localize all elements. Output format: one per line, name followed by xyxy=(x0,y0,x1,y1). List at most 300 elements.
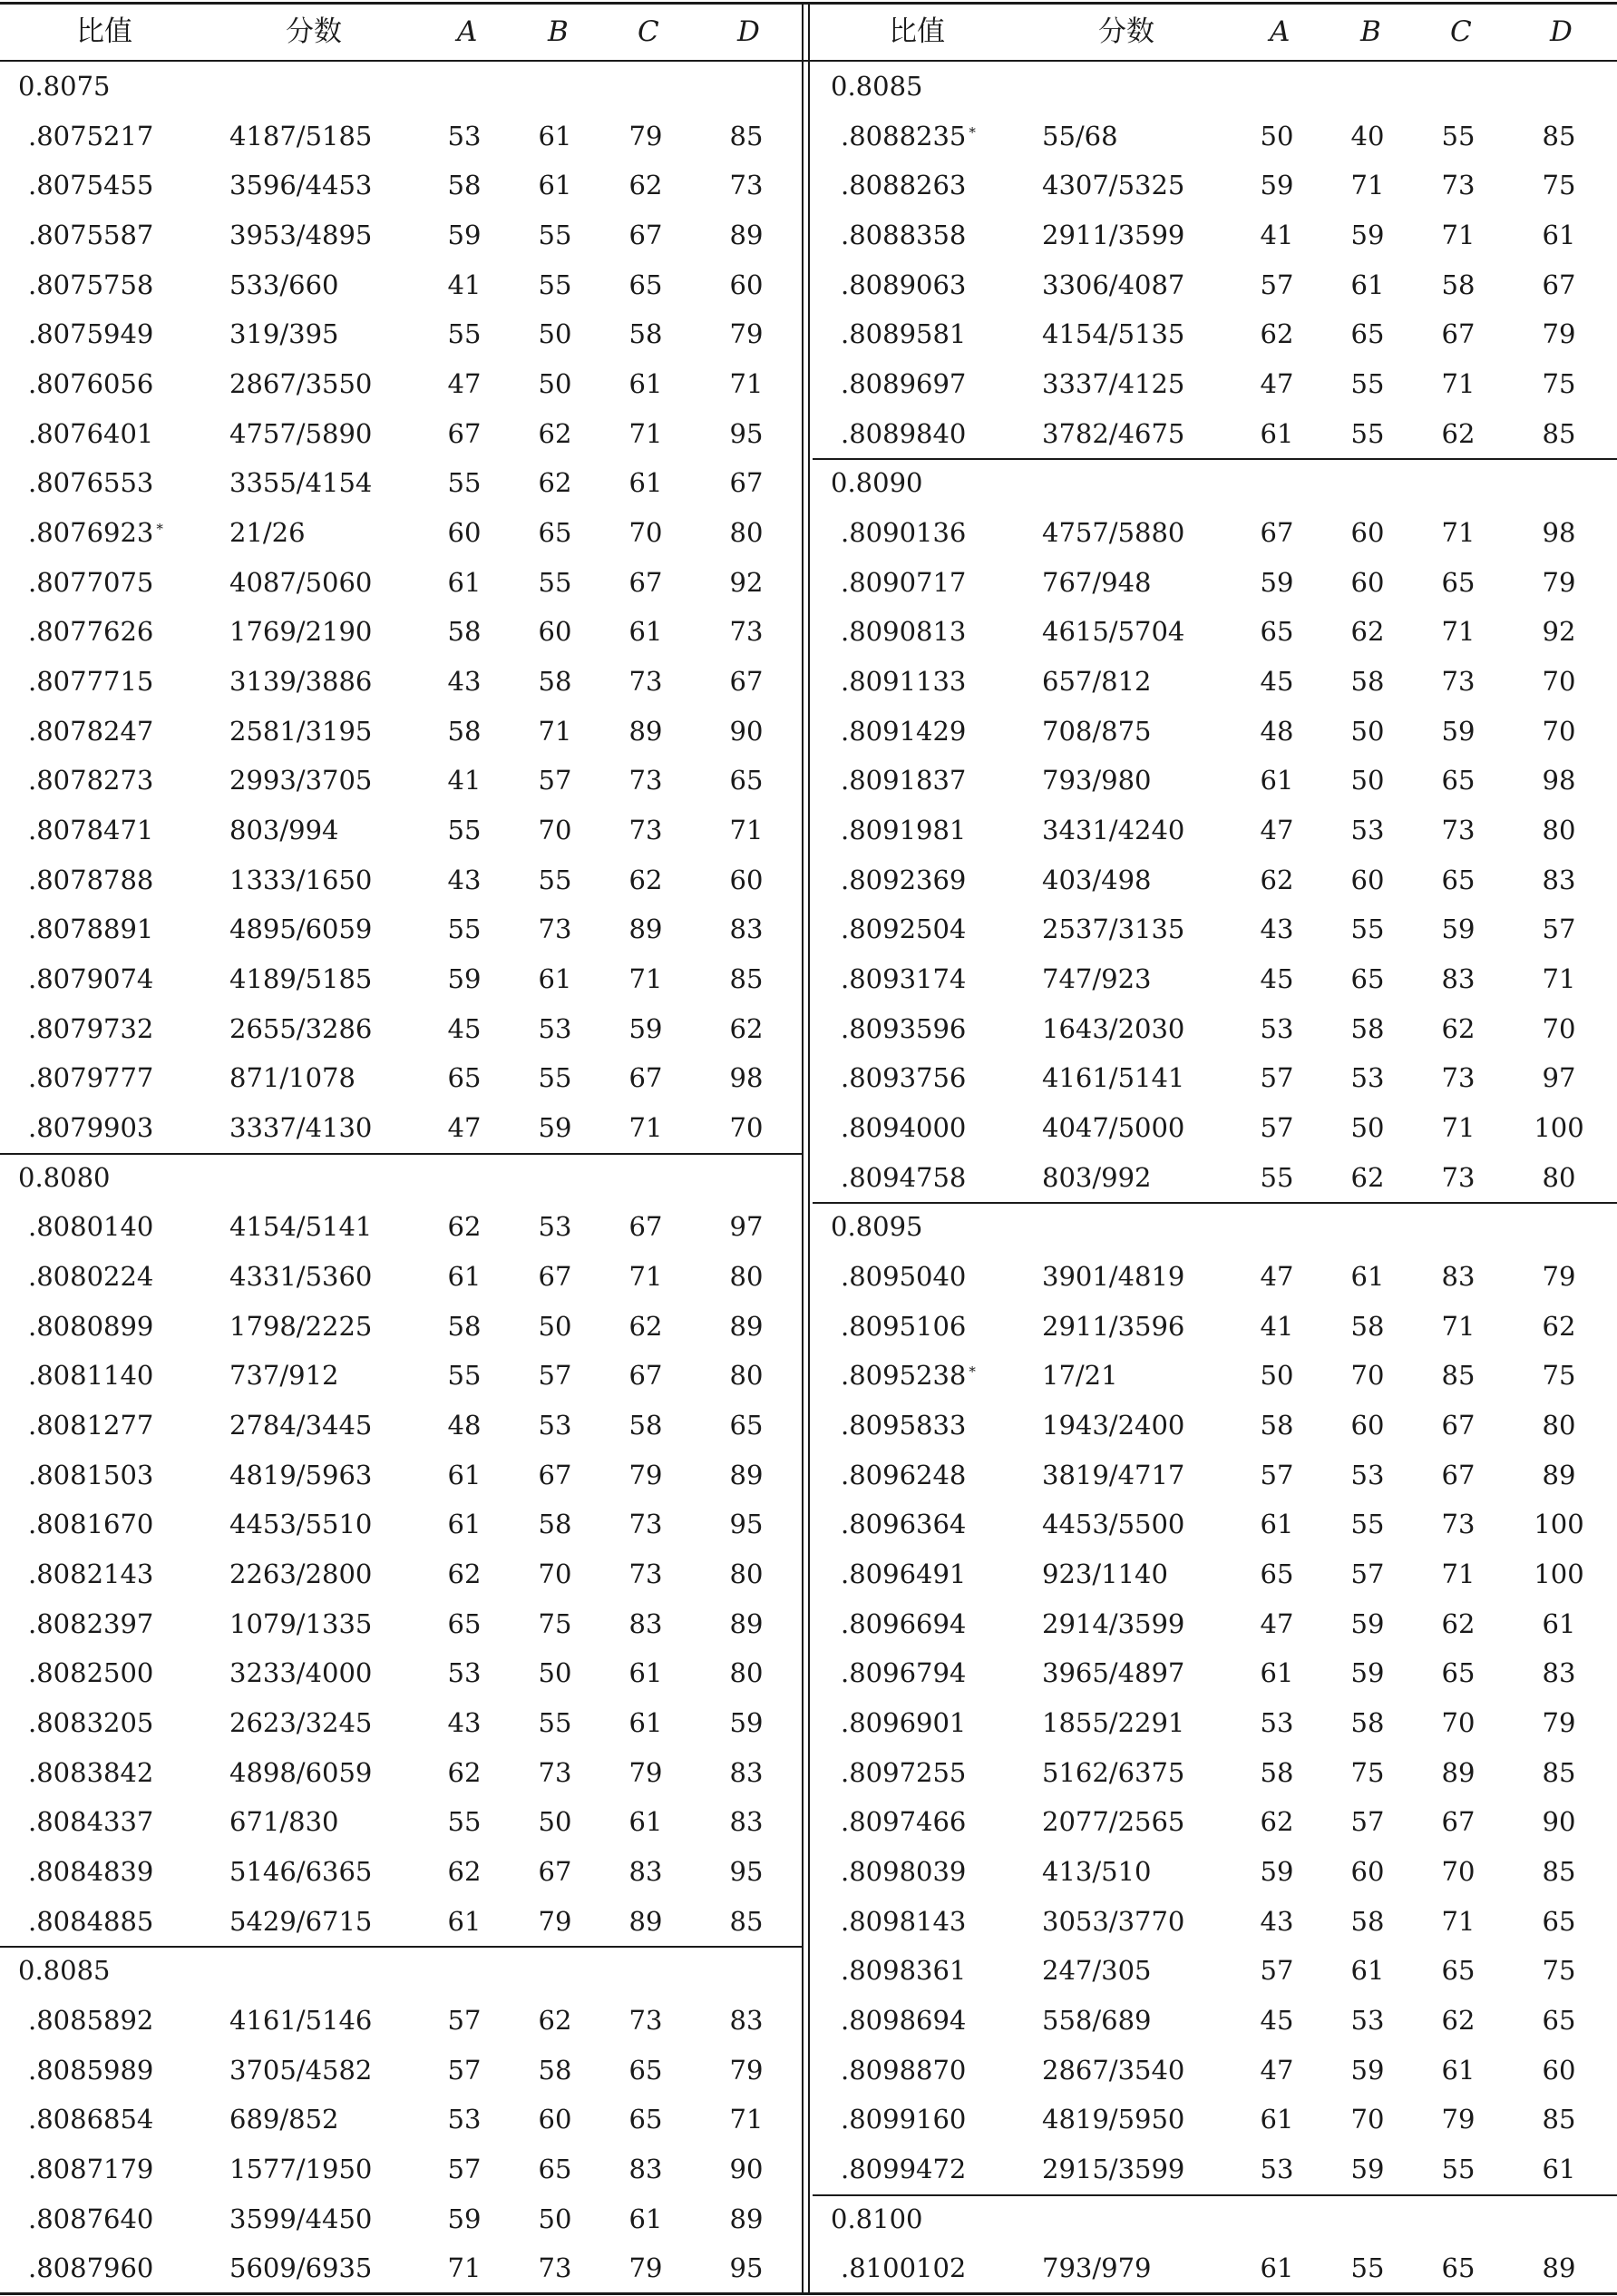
a-cell: 60 xyxy=(447,517,482,549)
d-cell: 79 xyxy=(729,318,764,350)
b-cell: 65 xyxy=(1350,318,1385,350)
d-cell: 80 xyxy=(729,1261,764,1293)
fraction-cell: 4757/5890 xyxy=(229,417,373,449)
d-cell: 97 xyxy=(1542,1062,1576,1094)
group-label: 0.8085 xyxy=(18,1955,111,1987)
ratio-cell: .8078471 xyxy=(28,815,154,846)
ratio-cell: .8090813 xyxy=(841,616,967,648)
table-row xyxy=(0,1648,800,1698)
b-cell: 53 xyxy=(538,1012,572,1044)
ratio-cell: .8095833 xyxy=(841,1410,967,1441)
fraction-cell: 2581/3195 xyxy=(229,715,373,747)
c-cell: 67 xyxy=(1441,1410,1476,1441)
center-rule-right xyxy=(808,2,810,2295)
ratio-cell: .8081277 xyxy=(28,1410,154,1441)
a-cell: 50 xyxy=(1260,120,1294,151)
a-cell: 61 xyxy=(447,1905,482,1937)
table-row xyxy=(813,1103,1617,1153)
ratio-cell: .8084885 xyxy=(28,1905,154,1937)
a-cell: 62 xyxy=(1260,318,1294,350)
fraction-cell: 3705/4582 xyxy=(229,2054,373,2086)
table-row xyxy=(813,1847,1617,1897)
a-cell: 47 xyxy=(447,1112,482,1144)
a-cell: 61 xyxy=(1260,2252,1294,2284)
ratio-cell: .8089697 xyxy=(841,368,967,400)
ratio-cell: .8078891 xyxy=(28,914,154,945)
b-cell: 58 xyxy=(1350,666,1385,698)
ratio-cell: .8091981 xyxy=(841,815,967,846)
d-cell: 89 xyxy=(1542,1459,1576,1490)
fraction-cell: 3819/4717 xyxy=(1042,1459,1185,1490)
c-cell: 61 xyxy=(628,1657,663,1689)
b-cell: 59 xyxy=(538,1112,572,1144)
table-row xyxy=(0,1748,800,1798)
b-cell: 58 xyxy=(1350,1707,1385,1739)
a-cell: 61 xyxy=(447,566,482,598)
d-cell: 62 xyxy=(1542,1310,1576,1342)
a-cell: 55 xyxy=(447,914,482,945)
a-cell: 41 xyxy=(1260,1310,1294,1342)
a-cell: 47 xyxy=(1260,1607,1294,1639)
ratio-cell: .8076553 xyxy=(28,467,154,499)
d-cell: 85 xyxy=(1542,1756,1576,1788)
b-cell: 62 xyxy=(538,467,572,499)
fraction-cell: 803/994 xyxy=(229,815,339,846)
table-row xyxy=(813,1748,1617,1798)
d-cell: 71 xyxy=(1542,963,1576,995)
fraction-cell: 3355/4154 xyxy=(229,467,373,499)
fraction-cell: 923/1140 xyxy=(1042,1558,1168,1590)
c-cell: 83 xyxy=(1441,1261,1476,1293)
d-cell: 85 xyxy=(729,963,764,995)
fraction-cell: 2914/3599 xyxy=(1042,1607,1185,1639)
fraction-cell: 3431/4240 xyxy=(1042,815,1185,846)
b-cell: 67 xyxy=(538,1261,572,1293)
b-cell: 58 xyxy=(1350,1905,1385,1937)
d-cell: 89 xyxy=(729,1459,764,1490)
a-cell: 61 xyxy=(447,1509,482,1540)
c-cell: 71 xyxy=(628,417,663,449)
c-cell: 73 xyxy=(628,765,663,796)
table-row xyxy=(813,954,1617,1004)
a-cell: 55 xyxy=(447,318,482,350)
fraction-cell: 3306/4087 xyxy=(1042,269,1185,300)
c-cell: 73 xyxy=(1441,1062,1476,1094)
ratio-cell: .8093174 xyxy=(841,963,967,995)
table-row xyxy=(0,1004,800,1054)
d-cell: 83 xyxy=(729,1756,764,1788)
table-row xyxy=(0,756,800,806)
ratio-cell: .8075758 xyxy=(28,269,154,300)
c-cell: 71 xyxy=(1441,517,1476,549)
c-cell: 59 xyxy=(628,1012,663,1044)
c-cell: 65 xyxy=(628,2054,663,2086)
table-row xyxy=(0,1897,800,1947)
table-row xyxy=(0,1847,800,1897)
header-a: A xyxy=(457,15,478,48)
ratio-cell: .8092369 xyxy=(841,864,967,895)
b-cell: 50 xyxy=(538,1657,572,1689)
fraction-cell: 1333/1650 xyxy=(229,864,373,895)
d-cell: 71 xyxy=(729,2104,764,2135)
d-cell: 65 xyxy=(729,765,764,796)
a-cell: 43 xyxy=(1260,1905,1294,1937)
fraction-cell: 5162/6375 xyxy=(1042,1756,1185,1788)
ratio-cell: .8075587 xyxy=(28,220,154,250)
table-row xyxy=(813,1004,1617,1054)
d-cell: 85 xyxy=(1542,2104,1576,2135)
d-cell: 89 xyxy=(729,1607,764,1639)
d-cell: 60 xyxy=(729,269,764,300)
d-cell: 71 xyxy=(729,368,764,400)
fraction-cell: 793/980 xyxy=(1042,765,1152,796)
d-cell: 79 xyxy=(1542,318,1576,350)
ratio-cell: .8098039 xyxy=(841,1856,967,1888)
c-cell: 67 xyxy=(628,566,663,598)
a-cell: 50 xyxy=(1260,1360,1294,1392)
b-cell: 55 xyxy=(538,1062,572,1094)
c-cell: 58 xyxy=(1441,269,1476,300)
d-cell: 100 xyxy=(1534,1558,1584,1590)
b-cell: 55 xyxy=(1350,368,1385,400)
fraction-cell: 3337/4125 xyxy=(1042,368,1185,400)
fraction-cell: 1079/1335 xyxy=(229,1607,373,1639)
ratio-cell: .8089840 xyxy=(841,417,967,449)
a-cell: 58 xyxy=(447,715,482,747)
ratio-cell: .8078247 xyxy=(28,715,154,747)
ratio-cell: .8077715 xyxy=(28,666,154,698)
ratio-cell: .8093596 xyxy=(841,1012,967,1044)
c-cell: 62 xyxy=(1441,1012,1476,1044)
a-cell: 61 xyxy=(1260,2104,1294,2135)
d-cell: 98 xyxy=(1542,765,1576,796)
header-d: D xyxy=(1550,15,1573,48)
fraction-cell: 4087/5060 xyxy=(229,566,373,598)
c-cell: 62 xyxy=(1441,1607,1476,1639)
fraction-cell: 4161/5146 xyxy=(229,2005,373,2037)
c-cell: 67 xyxy=(628,1062,663,1094)
table-row xyxy=(813,2145,1617,2194)
asterisk-mark: * xyxy=(156,521,163,538)
c-cell: 65 xyxy=(1441,864,1476,895)
table-row xyxy=(0,1549,800,1599)
d-cell: 89 xyxy=(729,1310,764,1342)
d-cell: 67 xyxy=(729,467,764,499)
b-cell: 70 xyxy=(538,815,572,846)
table-row xyxy=(813,1053,1617,1103)
ratio-cell: .8085892 xyxy=(28,2005,154,2037)
d-cell: 90 xyxy=(729,2154,764,2185)
fraction-cell: 2911/3599 xyxy=(1042,220,1185,250)
a-cell: 61 xyxy=(1260,1509,1294,1540)
fraction-cell: 2911/3596 xyxy=(1042,1310,1185,1342)
fraction-cell: 413/510 xyxy=(1042,1856,1152,1888)
ratio-cell: .8091429 xyxy=(841,715,967,747)
d-cell: 100 xyxy=(1534,1112,1584,1144)
c-cell: 79 xyxy=(628,2252,663,2284)
d-cell: 80 xyxy=(729,517,764,549)
c-cell: 62 xyxy=(1441,2005,1476,2037)
ratio-cell: .8087960 xyxy=(28,2252,154,2284)
a-cell: 58 xyxy=(1260,1410,1294,1441)
ratio-cell: .8075455 xyxy=(28,170,154,201)
table-row xyxy=(0,657,800,707)
table-row xyxy=(813,1549,1617,1599)
b-cell: 58 xyxy=(1350,1310,1385,1342)
d-cell: 80 xyxy=(1542,1161,1576,1193)
table-row xyxy=(813,2046,1617,2096)
ratio-cell: .8079732 xyxy=(28,1012,154,1044)
table-row xyxy=(0,1351,800,1401)
b-cell: 59 xyxy=(1350,2054,1385,2086)
d-cell: 89 xyxy=(1542,2252,1576,2284)
header-ratio: 比值 xyxy=(889,15,945,48)
d-cell: 83 xyxy=(1542,1657,1576,1689)
fraction-cell: 17/21 xyxy=(1042,1360,1118,1392)
c-cell: 71 xyxy=(628,963,663,995)
ratio-cell: .8078788 xyxy=(28,864,154,895)
table-row xyxy=(813,707,1617,757)
d-cell: 90 xyxy=(729,715,764,747)
ratio-cell: .8076056 xyxy=(28,368,154,400)
d-cell: 80 xyxy=(729,1657,764,1689)
d-cell: 97 xyxy=(729,1211,764,1243)
ratio-cell: .8094000 xyxy=(841,1112,967,1144)
b-cell: 53 xyxy=(538,1211,572,1243)
ratio-cell: .8083205 xyxy=(28,1707,154,1739)
fraction-cell: 671/830 xyxy=(229,1806,339,1838)
b-cell: 60 xyxy=(1350,864,1385,895)
b-cell: 50 xyxy=(1350,715,1385,747)
b-cell: 70 xyxy=(1350,2104,1385,2135)
b-cell: 62 xyxy=(538,2005,572,2037)
c-cell: 65 xyxy=(628,269,663,300)
ratio-cell: .8079074 xyxy=(28,963,154,995)
ratio-cell: .8098361 xyxy=(841,1955,967,1987)
d-cell: 71 xyxy=(729,815,764,846)
ratio-cell: .8087179 xyxy=(28,2154,154,2185)
header-fraction: 分数 xyxy=(286,15,342,48)
a-cell: 57 xyxy=(1260,269,1294,300)
d-cell: 79 xyxy=(1542,1707,1576,1739)
a-cell: 57 xyxy=(1260,1062,1294,1094)
ratio-cell: .8096364 xyxy=(841,1509,967,1540)
ratio-cell: .8079777 xyxy=(28,1062,154,1094)
b-cell: 55 xyxy=(538,269,572,300)
d-cell: 65 xyxy=(1542,1905,1576,1937)
a-cell: 62 xyxy=(1260,864,1294,895)
table-row xyxy=(0,409,800,459)
d-cell: 65 xyxy=(1542,2005,1576,2037)
d-cell: 79 xyxy=(1542,1261,1576,1293)
header-a: A xyxy=(1270,15,1291,48)
fraction-cell: 3053/3770 xyxy=(1042,1905,1185,1937)
table-row xyxy=(813,1648,1617,1698)
a-cell: 47 xyxy=(1260,2054,1294,2086)
group-header-row xyxy=(0,62,800,112)
b-cell: 73 xyxy=(538,914,572,945)
fraction-cell: 3599/4450 xyxy=(229,2203,373,2234)
fraction-cell: 403/498 xyxy=(1042,864,1152,895)
d-cell: 67 xyxy=(729,666,764,698)
ratio-cell: .8085989 xyxy=(28,2054,154,2086)
table-row xyxy=(813,1351,1617,1401)
d-cell: 85 xyxy=(1542,120,1576,151)
a-cell: 71 xyxy=(447,2252,482,2284)
table-row xyxy=(0,806,800,855)
a-cell: 58 xyxy=(447,1310,482,1342)
c-cell: 89 xyxy=(1441,1756,1476,1788)
b-cell: 73 xyxy=(538,1756,572,1788)
fraction-cell: 793/979 xyxy=(1042,2252,1152,2284)
fraction-cell: 1577/1950 xyxy=(229,2154,373,2185)
table-row xyxy=(813,1698,1617,1748)
ratio-cell: .8079903 xyxy=(28,1112,154,1144)
c-cell: 65 xyxy=(1441,566,1476,598)
table-row xyxy=(0,2046,800,2096)
table-row xyxy=(0,558,800,608)
ratio-cell: .8092504 xyxy=(841,914,967,945)
a-cell: 55 xyxy=(447,467,482,499)
a-cell: 59 xyxy=(1260,1856,1294,1888)
a-cell: 59 xyxy=(447,220,482,250)
table-row xyxy=(813,359,1617,409)
c-cell: 71 xyxy=(1441,220,1476,250)
c-cell: 73 xyxy=(628,1509,663,1540)
a-cell: 45 xyxy=(447,1012,482,1044)
table-row xyxy=(813,657,1617,707)
ratio-cell: .8096248 xyxy=(841,1459,967,1490)
fraction-cell: 2263/2800 xyxy=(229,1558,373,1590)
header-b: B xyxy=(548,15,569,48)
a-cell: 58 xyxy=(1260,1756,1294,1788)
table-row xyxy=(813,2095,1617,2145)
table-row xyxy=(0,1698,800,1748)
table-row xyxy=(0,607,800,657)
d-cell: 79 xyxy=(1542,566,1576,598)
table-row xyxy=(0,904,800,954)
asterisk-mark: * xyxy=(969,123,976,141)
a-cell: 59 xyxy=(1260,566,1294,598)
header-b: B xyxy=(1360,15,1381,48)
fraction-cell: 4453/5500 xyxy=(1042,1509,1185,1540)
b-cell: 59 xyxy=(1350,220,1385,250)
b-cell: 61 xyxy=(1350,269,1385,300)
table-row xyxy=(0,260,800,310)
table-row xyxy=(0,210,800,260)
a-cell: 55 xyxy=(447,815,482,846)
ratio-cell: .8081503 xyxy=(28,1459,154,1490)
table-row xyxy=(813,1599,1617,1649)
b-cell: 67 xyxy=(538,1459,572,1490)
a-cell: 61 xyxy=(1260,765,1294,796)
a-cell: 62 xyxy=(447,1558,482,1590)
a-cell: 53 xyxy=(447,2104,482,2135)
c-cell: 73 xyxy=(1441,815,1476,846)
b-cell: 50 xyxy=(1350,765,1385,796)
center-rule-left xyxy=(802,2,804,2295)
ratio-cell: .8077075 xyxy=(28,566,154,598)
c-cell: 61 xyxy=(628,368,663,400)
b-cell: 55 xyxy=(1350,2252,1385,2284)
b-cell: 57 xyxy=(1350,1558,1385,1590)
d-cell: 95 xyxy=(729,417,764,449)
table-row xyxy=(813,309,1617,359)
table-row xyxy=(813,1996,1617,2046)
b-cell: 62 xyxy=(538,417,572,449)
table-row xyxy=(0,707,800,757)
b-cell: 60 xyxy=(538,616,572,648)
a-cell: 57 xyxy=(1260,1112,1294,1144)
c-cell: 62 xyxy=(1441,417,1476,449)
fraction-cell: 2867/3550 xyxy=(229,368,373,400)
ratio-cell: .8095238 * xyxy=(841,1360,976,1392)
a-cell: 53 xyxy=(1260,1707,1294,1739)
ratio-cell: .8099472 xyxy=(841,2154,967,2185)
fraction-cell: 747/923 xyxy=(1042,963,1152,995)
fraction-cell: 3901/4819 xyxy=(1042,1261,1185,1293)
c-cell: 55 xyxy=(1441,120,1476,151)
a-cell: 55 xyxy=(447,1360,482,1392)
d-cell: 65 xyxy=(729,1410,764,1441)
c-cell: 65 xyxy=(1441,1955,1476,1987)
table-row xyxy=(813,409,1617,459)
ratio-cell: .8097255 xyxy=(841,1756,967,1788)
b-cell: 79 xyxy=(538,1905,572,1937)
d-cell: 60 xyxy=(729,864,764,895)
table-row xyxy=(813,1153,1617,1203)
asterisk-mark: * xyxy=(969,1363,976,1381)
table-row xyxy=(813,558,1617,608)
table-row xyxy=(813,112,1617,161)
ratio-cell: .8082143 xyxy=(28,1558,154,1590)
ratio-cell: .8096694 xyxy=(841,1607,967,1639)
fraction-cell: 689/852 xyxy=(229,2104,339,2135)
c-cell: 70 xyxy=(1441,1856,1476,1888)
fraction-cell: 247/305 xyxy=(1042,1955,1152,1987)
c-cell: 61 xyxy=(1441,2054,1476,2086)
c-cell: 67 xyxy=(628,1211,663,1243)
d-cell: 89 xyxy=(729,220,764,250)
table-row xyxy=(0,508,800,558)
header-d: D xyxy=(737,15,760,48)
c-cell: 67 xyxy=(1441,1806,1476,1838)
c-cell: 85 xyxy=(1441,1360,1476,1392)
b-cell: 57 xyxy=(538,1360,572,1392)
a-cell: 61 xyxy=(1260,417,1294,449)
fraction-cell: 4154/5141 xyxy=(229,1211,373,1243)
d-cell: 80 xyxy=(729,1558,764,1590)
a-cell: 62 xyxy=(447,1756,482,1788)
d-cell: 92 xyxy=(729,566,764,598)
ratio-cell: .8097466 xyxy=(841,1806,967,1838)
b-cell: 55 xyxy=(1350,914,1385,945)
b-cell: 62 xyxy=(1350,1161,1385,1193)
b-cell: 73 xyxy=(538,2252,572,2284)
b-cell: 65 xyxy=(1350,963,1385,995)
a-cell: 59 xyxy=(447,2203,482,2234)
fraction-cell: 2537/3135 xyxy=(1042,914,1185,945)
c-cell: 71 xyxy=(1441,1310,1476,1342)
d-cell: 60 xyxy=(1542,2054,1576,2086)
a-cell: 65 xyxy=(447,1607,482,1639)
ratio-cell: .8084839 xyxy=(28,1856,154,1888)
a-cell: 58 xyxy=(447,170,482,201)
c-cell: 71 xyxy=(1441,1558,1476,1590)
a-cell: 57 xyxy=(1260,1955,1294,1987)
table-row xyxy=(813,2243,1617,2293)
ratio-cell: .8080899 xyxy=(28,1310,154,1342)
